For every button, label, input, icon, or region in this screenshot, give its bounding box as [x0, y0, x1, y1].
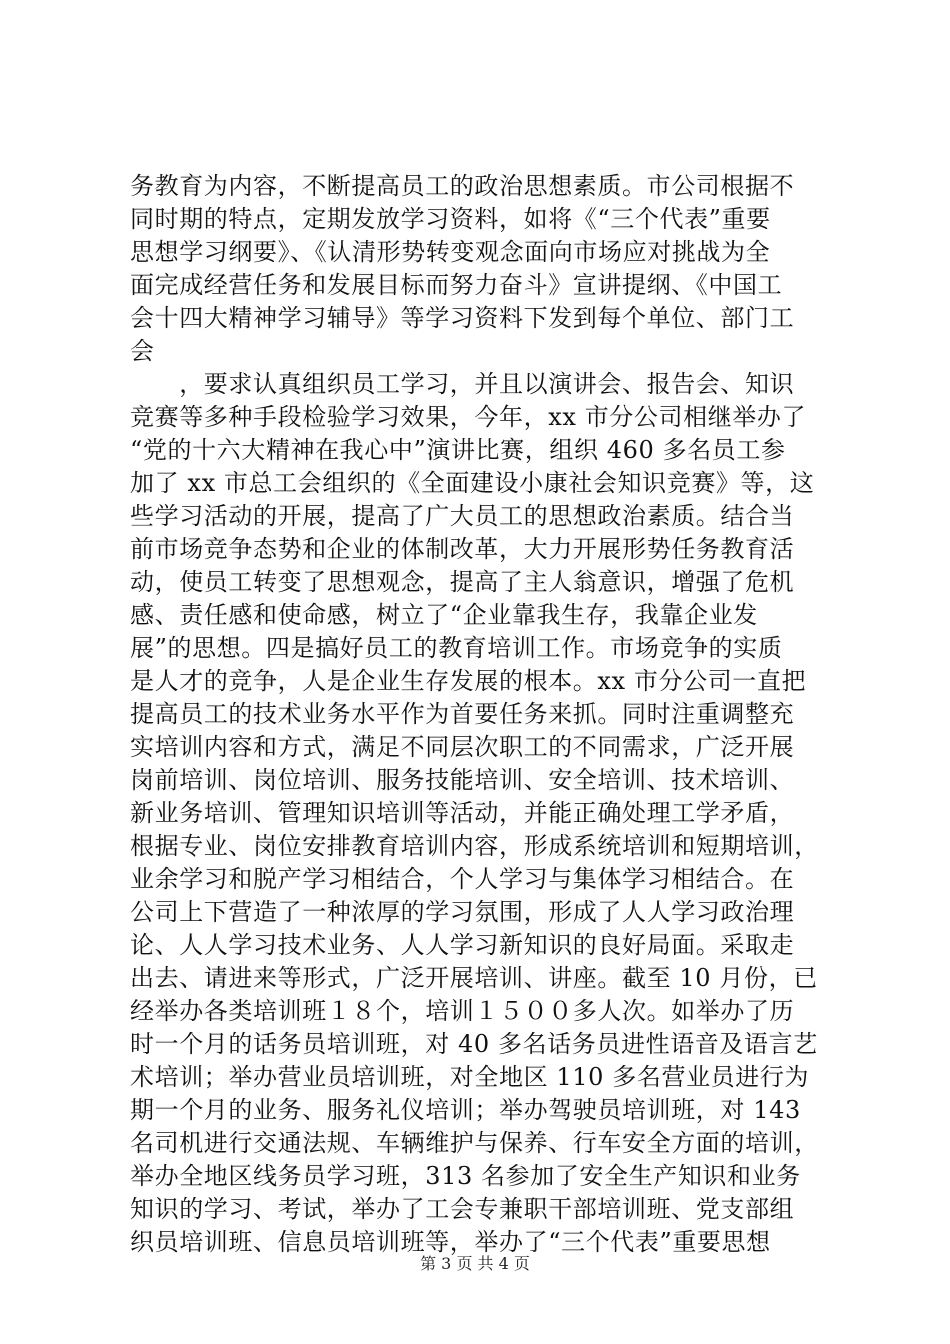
text-line: 岗前培训、岗位培训、服务技能培训、安全培训、技术培训、	[130, 766, 795, 794]
text-line: 术培训；举办营业员培训班，对全地区 110 多名营业员进行为	[130, 1063, 810, 1091]
text-line: 知识的学习、考试，举办了工会专兼职干部培训班、党支部组	[130, 1195, 795, 1223]
text-line: 新业务培训、管理知识培训等活动，并能正确处理工学矛盾，	[130, 799, 795, 827]
text-line: 会十四大精神学习辅导》等学习资料下发到每个单位、部门工	[130, 304, 795, 332]
text-line: 同时期的特点，定期发放学习资料，如将《“三个代表”重要	[130, 205, 771, 233]
text-line: 竞赛等多种手段检验学习效果，今年，xx 市分公司相继举办了	[130, 403, 807, 431]
text-line: 思想学习纲要》、《认清形势转变观念面向市场应对挑战为全	[130, 238, 771, 266]
text-line: 公司上下营造了一种浓厚的学习氛围，形成了人人学习政治理	[130, 898, 795, 926]
text-line: 加了 xx 市总工会组织的《全面建设小康社会知识竞赛》等，这	[130, 469, 815, 497]
text-line: “党的十六大精神在我心中”演讲比赛，组织 460 多名员工参	[130, 436, 786, 464]
text-line: 提高员工的技术业务水平作为首要任务来抓。同时注重调整充	[130, 700, 795, 728]
text-line: 实培训内容和方式，满足不同层次职工的不同需求，广泛开展	[130, 733, 795, 761]
text-line: 举办全地区线务员学习班，313 名参加了安全生产知识和业务	[130, 1162, 801, 1190]
text-line: 时一个月的话务员培训班，对 40 多名话务员进性语音及语言艺	[130, 1030, 818, 1058]
text-line: 务教育为内容，不断提高员工的政治思想素质。市公司根据不	[130, 172, 795, 200]
text-line: 动，使员工转变了思想观念，提高了主人翁意识，增强了危机	[130, 568, 795, 596]
text-line: 经举办各类培训班１８个，培训１５００多人次。如举办了历	[130, 997, 795, 1025]
text-line: 展”的思想。四是搞好员工的教育培训工作。市场竞争的实质	[130, 634, 783, 662]
text-line: 感、责任感和使命感，树立了“企业靠我生存，我靠企业发	[130, 601, 758, 629]
text-line: 会	[130, 337, 155, 365]
text-line: 业余学习和脱产学习相结合，个人学习与集体学习相结合。在	[130, 865, 795, 893]
text-line: 出去、请进来等形式，广泛开展培训、讲座。截至 10 月份，已	[130, 964, 818, 992]
text-line: 些学习活动的开展，提高了广大员工的思想政治素质。结合当	[130, 502, 795, 530]
text-line: 是人才的竞争，人是企业生存发展的根本。xx 市分公司一直把	[130, 667, 807, 695]
text-line: 织员培训班、信息员培训班等，举办了“三个代表”重要思想	[130, 1228, 771, 1256]
text-line: 前市场竞争态势和企业的体制改革，大力开展形势任务教育活	[130, 535, 795, 563]
body-text	[130, 170, 850, 1259]
text-line: 面完成经营任务和发展目标而努力奋斗》宣讲提纲、《中国工	[130, 271, 783, 299]
text-line: 论、人人学习技术业务、人人学习新知识的良好局面。采取走	[130, 931, 795, 959]
text-line: 期一个月的业务、服务礼仪培训；举办驾驶员培训班，对 143	[130, 1096, 801, 1124]
text-line: ，要求认真组织员工学习，并且以演讲会、报告会、知识	[130, 370, 795, 398]
text-line: 根据专业、岗位安排教育培训内容，形成系统培训和短期培训，	[130, 832, 819, 860]
text-line: 名司机进行交通法规、车辆维护与保养、行车安全方面的培训，	[130, 1129, 819, 1157]
page-footer: 第 3 页 共 4 页	[420, 1254, 530, 1273]
